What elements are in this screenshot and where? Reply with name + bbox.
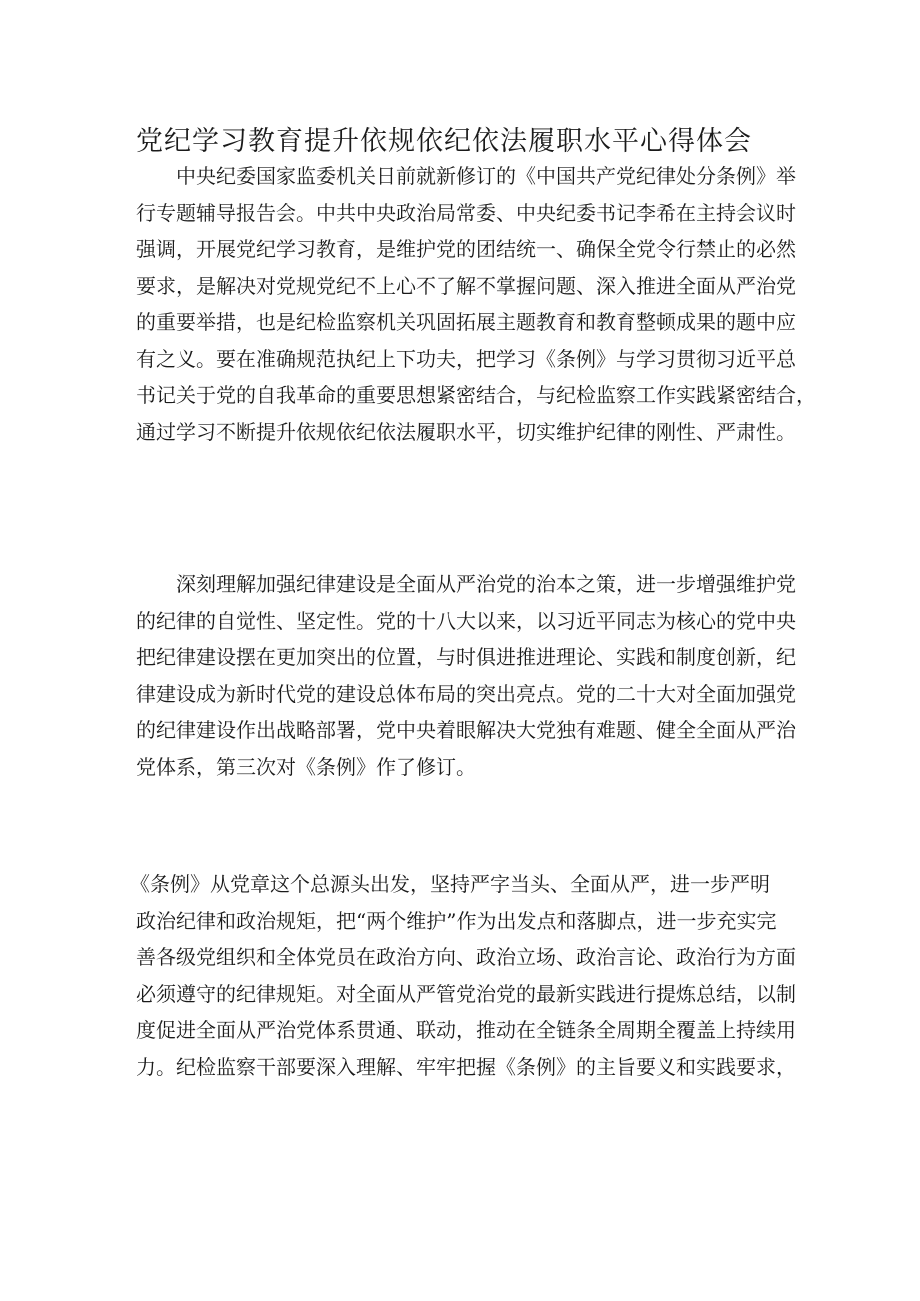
text-line: 必须遵守的纪律规矩。对全面从严管党治党的最新实践进行提炼总结，以制 bbox=[136, 981, 796, 1006]
text-line: 深刻理解加强纪律建设是全面从严治党的治本之策，进一步增强维护党 bbox=[176, 572, 796, 596]
text-line: 有之义。要在准确规范执纪上下功夫，把学习《条例》与学习贯彻习近平总 bbox=[136, 346, 796, 371]
text-line: 通过学习不断提升依规依纪依法履职水平，切实维护纪律的刚性、严肃性。 bbox=[136, 419, 796, 444]
text-line: 度促进全面从严治党体系贯通、联动，推动在全链条全周期全覆盖上持续用 bbox=[136, 1018, 796, 1042]
text-line: 的纪律建设作出战略部署，党中央着眼解决大党独有难题、健全全面从严治 bbox=[136, 718, 796, 742]
text-line: 要求，是解决对党规党纪不上心不了解不掌握问题、深入推进全面从严治党 bbox=[136, 273, 796, 298]
text-line: 书记关于党的自我革命的重要思想紧密结合，与纪检监察工作实践紧密结合， bbox=[136, 383, 816, 407]
document-title: 党纪学习教育提升依规依纪依法履职水平心得体会 bbox=[136, 126, 752, 157]
text-line: 中央纪委国家监委机关日前就新修订的《中国共产党纪律处分条例》举 bbox=[176, 164, 796, 188]
text-line: 力。纪检监察干部要深入理解、牢牢把握《条例》的主旨要义和实践要求， bbox=[136, 1054, 796, 1079]
paragraph-1 bbox=[136, 158, 816, 450]
paragraph-2 bbox=[136, 566, 796, 785]
text-line: 善各级党组织和全体党员在政治方向、政治立场、政治言论、政治行为方面 bbox=[136, 945, 796, 969]
text-line: 的重要举措，也是纪检监察机关巩固拓展主题教育和教育整顿成果的题中应 bbox=[136, 310, 796, 334]
text-line: 的纪律的自觉性、坚定性。党的十八大以来，以习近平同志为核心的党中央 bbox=[136, 608, 796, 633]
text-line: 《条例》从党章这个总源头出发，坚持严字当头、全面从严，进一步严明 bbox=[130, 872, 770, 896]
text-line: 强调，开展党纪学习教育，是维护党的团结统一、确保全党令行禁止的必然 bbox=[136, 237, 796, 261]
text-line: 律建设成为新时代党的建设总体布局的突出亮点。党的二十大对全面加强党 bbox=[136, 681, 796, 706]
paragraph-3 bbox=[130, 866, 796, 1085]
text-line: 把纪律建设摆在更加突出的位置，与时俱进推进理论、实践和制度创新，纪 bbox=[136, 645, 796, 669]
text-line: 党体系，第三次对《条例》作了修订。 bbox=[136, 754, 476, 779]
text-line: 政治纪律和政治规矩，把“两个维护”作为出发点和落脚点，进一步充实完 bbox=[136, 908, 777, 933]
text-line: 行专题辅导报告会。中共中央政治局常委、中央纪委书记李希在主持会议时 bbox=[136, 200, 796, 225]
